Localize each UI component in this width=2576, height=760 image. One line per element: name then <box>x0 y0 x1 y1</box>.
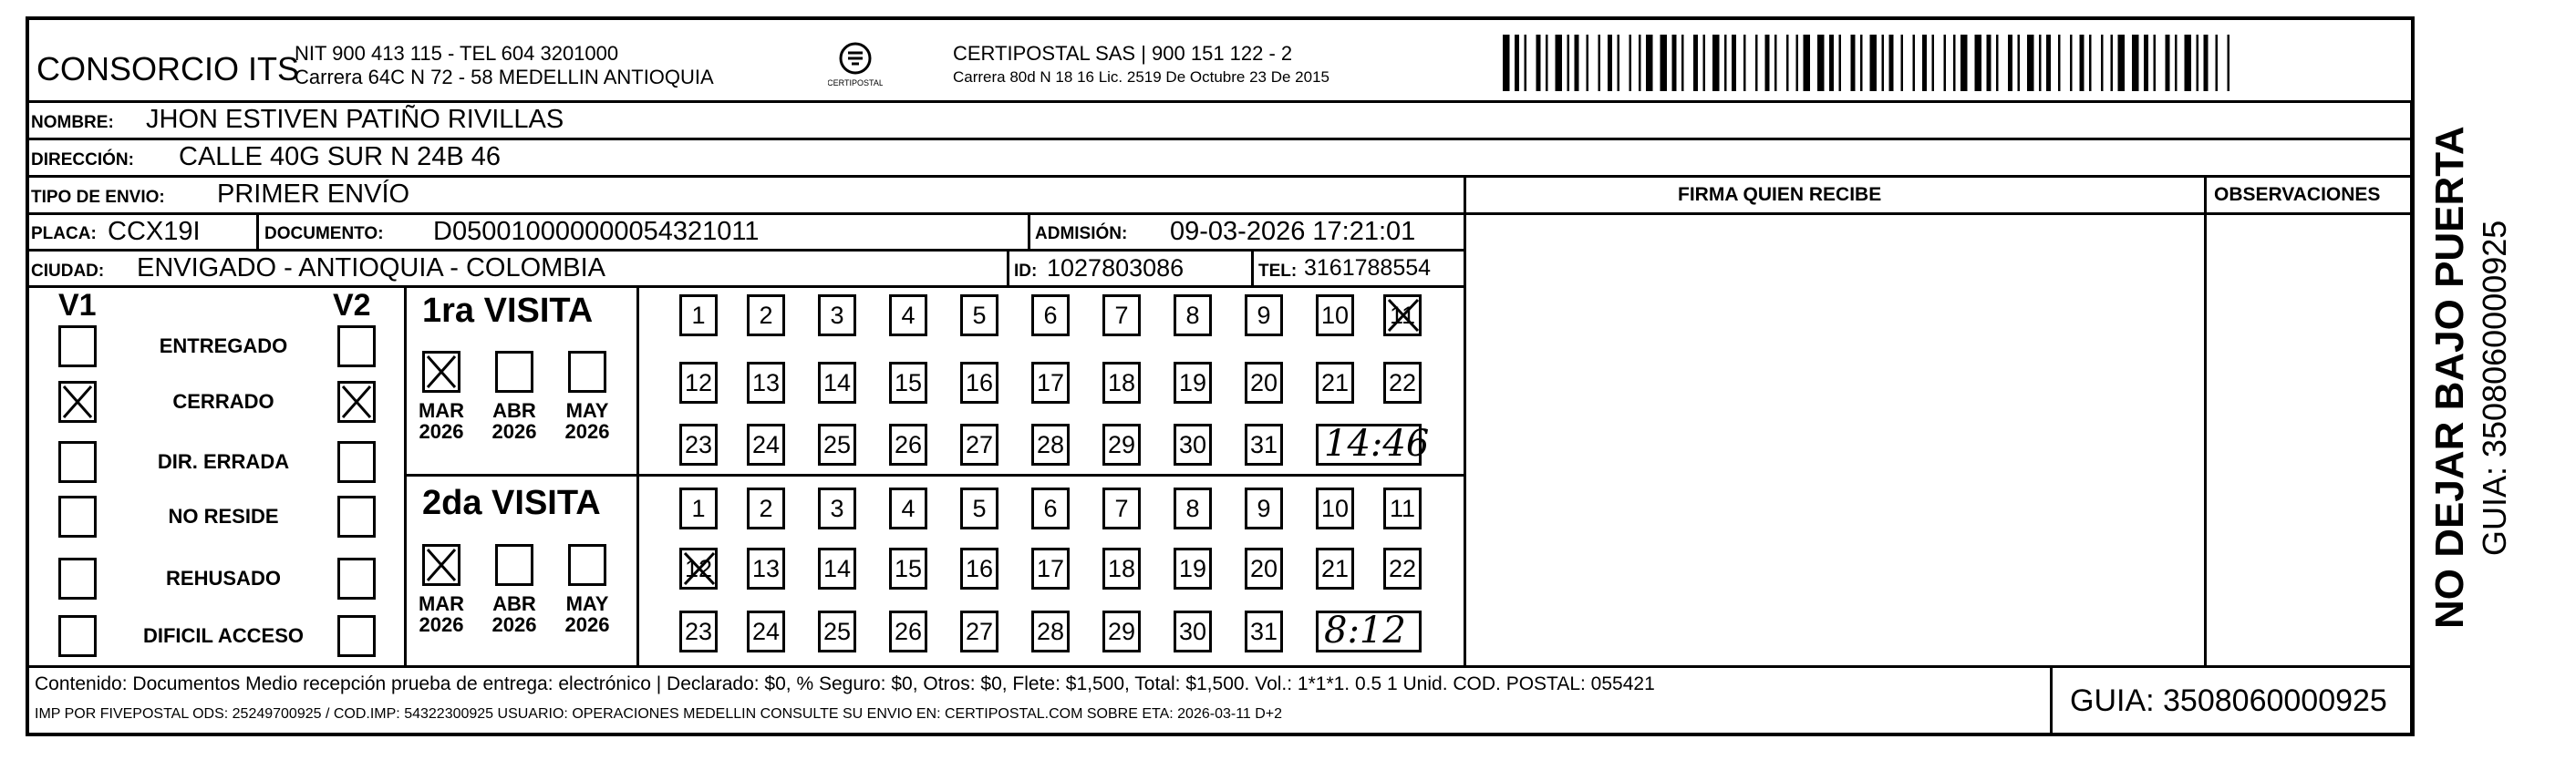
day-checkbox[interactable]: 4 <box>889 488 927 529</box>
day-checkbox[interactable]: 10 <box>1316 488 1354 529</box>
month-checkbox[interactable] <box>495 351 533 393</box>
status-label: REHUSADO <box>166 567 281 590</box>
v1-checkbox[interactable] <box>58 441 97 483</box>
day-checkbox[interactable]: 22 <box>1383 548 1422 590</box>
barcode-bar <box>2154 35 2157 91</box>
barcode-bar <box>2197 35 2199 91</box>
day-checkbox[interactable]: 23 <box>679 424 718 466</box>
barcode-bar <box>1618 35 1620 91</box>
side-warning: NO DEJAR BAJO PUERTA <box>2427 126 2472 629</box>
visit1-title: 1ra VISITA <box>422 292 594 330</box>
barcode-bar <box>1882 35 1885 91</box>
day-checkbox[interactable]: 7 <box>1102 294 1141 336</box>
barcode-bar <box>2070 35 2073 91</box>
day-checkbox[interactable]: 15 <box>889 362 927 404</box>
barcode-bar <box>2185 35 2192 91</box>
documento-value: D050010000000054321011 <box>433 217 760 246</box>
month-name: MAR <box>418 592 465 615</box>
barcode-bar <box>1796 35 1799 91</box>
day-checkbox[interactable]: 30 <box>1174 611 1212 652</box>
day-checkbox[interactable]: 5 <box>960 488 998 529</box>
v1-checkbox[interactable] <box>58 496 97 538</box>
barcode-bar <box>1732 35 1736 91</box>
barcode-bar <box>1693 35 1698 91</box>
month-check-mark <box>424 546 459 584</box>
day-checkbox[interactable]: 27 <box>960 611 998 652</box>
id-label: ID: <box>1014 262 1038 281</box>
placa-label: PLACA: <box>31 224 97 243</box>
v2-checkbox[interactable] <box>337 325 376 367</box>
barcode-bar <box>1587 35 1589 91</box>
barcode-bar <box>1536 35 1541 91</box>
barcode-bar <box>1755 35 1758 91</box>
barcode-bar <box>1515 35 1519 91</box>
barcode <box>1503 35 2232 91</box>
barcode-bar <box>1901 35 1904 91</box>
day-checkbox[interactable]: 8 <box>1174 294 1212 336</box>
v2-checkbox[interactable] <box>337 496 376 538</box>
barcode-bar <box>1608 35 1612 91</box>
ciudad-label: CIUDAD: <box>31 262 105 281</box>
day-checkbox[interactable]: 9 <box>1245 294 1283 336</box>
month-name: MAY <box>565 399 609 422</box>
barcode-bar <box>1870 35 1878 91</box>
observaciones-header: OBSERVACIONES <box>2214 184 2381 205</box>
v1-checkbox[interactable] <box>58 615 97 657</box>
day-checkbox[interactable]: 3 <box>818 488 856 529</box>
month-year: 2026 <box>564 613 610 637</box>
barcode-bar <box>1839 35 1842 91</box>
month-label <box>482 593 546 635</box>
v2-checkbox[interactable] <box>337 441 376 483</box>
barcode-bar <box>2018 35 2021 91</box>
status-label: ENTREGADO <box>159 334 288 357</box>
month-name: ABR <box>492 399 536 422</box>
day-checkbox[interactable]: 31 <box>1245 424 1283 466</box>
placa-value: CCX19I <box>108 217 201 246</box>
barcode-bar <box>1743 35 1746 91</box>
barcode-bar <box>2008 35 2012 91</box>
month-label <box>555 400 619 442</box>
month-name: ABR <box>492 592 536 615</box>
month-checkbox[interactable] <box>568 544 606 586</box>
barcode-bar <box>1724 35 1727 91</box>
nombre-label: NOMBRE: <box>31 113 114 132</box>
barcode-bar <box>1913 35 1916 91</box>
day-checkbox[interactable]: 20 <box>1245 548 1283 590</box>
certipostal-logo <box>828 40 883 91</box>
visit2-handwritten-time: 8:12 <box>1324 610 1406 652</box>
barcode-bar <box>1817 35 1825 91</box>
day-checkbox[interactable]: 24 <box>747 424 785 466</box>
day-checkbox[interactable]: 29 <box>1102 611 1141 652</box>
month-label <box>555 593 619 635</box>
barcode-bar <box>1786 35 1789 91</box>
barcode-bar <box>1960 35 1968 91</box>
v1-label: V1 <box>58 288 97 323</box>
firma-header: FIRMA QUIEN RECIBE <box>1678 184 1882 205</box>
logo-wordmark: CERTIPOSTAL <box>828 78 883 87</box>
day-checkbox[interactable]: 16 <box>960 548 998 590</box>
v2-checkbox[interactable] <box>337 615 376 657</box>
day-checkbox[interactable]: 4 <box>889 294 927 336</box>
day-checkbox[interactable]: 9 <box>1245 488 1283 529</box>
day-checkbox[interactable]: 18 <box>1102 548 1141 590</box>
day-checkbox[interactable]: 11 <box>1383 488 1422 529</box>
day-checkbox[interactable]: 21 <box>1316 362 1354 404</box>
day-checkbox[interactable]: 25 <box>818 611 856 652</box>
tel-label: TEL: <box>1258 262 1298 281</box>
month-label <box>482 400 546 442</box>
barcode-bar <box>1712 35 1720 91</box>
barcode-bar <box>1774 35 1777 91</box>
barcode-bar <box>1598 35 1601 91</box>
ciudad-value: ENVIGADO - ANTIOQUIA - COLOMBIA <box>137 253 606 282</box>
day-checkbox[interactable]: 28 <box>1031 424 1070 466</box>
day-checkbox[interactable]: 12 <box>679 362 718 404</box>
barcode-bar <box>1546 35 1548 91</box>
day-checkbox[interactable]: 21 <box>1316 548 1354 590</box>
documento-label: DOCUMENTO: <box>264 224 384 243</box>
id-value: 1027803086 <box>1047 254 1185 282</box>
status-label: DIR. ERRADA <box>157 450 290 473</box>
barcode-bar <box>1646 35 1653 91</box>
month-checkbox[interactable] <box>568 351 606 393</box>
status-label: DIFICIL ACCESO <box>142 624 304 647</box>
barcode-bar <box>1889 35 1894 91</box>
day-checkbox[interactable]: 7 <box>1102 488 1141 529</box>
barcode-bar <box>1922 35 1927 91</box>
day-checkbox[interactable]: 27 <box>960 424 998 466</box>
v2-check-mark <box>339 383 374 421</box>
day-checkbox[interactable]: 1 <box>679 294 718 336</box>
barcode-bar <box>2101 35 2104 91</box>
day-checkbox[interactable]: 16 <box>960 362 998 404</box>
tipo-envio-value: PRIMER ENVÍO <box>217 180 410 209</box>
day-checkbox[interactable]: 31 <box>1245 611 1283 652</box>
day-checkbox[interactable]: 17 <box>1031 548 1070 590</box>
barcode-bar <box>1944 35 1947 91</box>
month-checkbox[interactable] <box>495 544 533 586</box>
barcode-bar <box>1639 35 1641 91</box>
barcode-bar <box>1660 35 1668 91</box>
day-checkbox[interactable]: 25 <box>818 424 856 466</box>
barcode-bar <box>2089 35 2092 91</box>
day-check-mark <box>681 549 718 588</box>
visit2-title: 2da VISITA <box>422 484 601 522</box>
day-checkbox[interactable]: 13 <box>747 548 785 590</box>
status-label: NO RESIDE <box>168 505 279 528</box>
footer-contenido: Contenido: Documentos Medio recepción prueba de entrega: electrónico | Declarado: $0, % Seguro: $0, Otros: $0, Flete: $1,500, Total: $1,500. Vol.: 1*1*1. 0.5 1 Unid. COD. POSTAL: 055421 <box>35 673 1655 694</box>
admision-label: ADMISIÓN: <box>1035 224 1128 243</box>
company-name: CONSORCIO ITS <box>36 50 300 87</box>
visit1-handwritten-time: 14:46 <box>1324 423 1430 465</box>
month-check-mark <box>424 353 459 391</box>
day-checkbox[interactable]: 6 <box>1031 294 1070 336</box>
day-checkbox[interactable]: 2 <box>747 294 785 336</box>
barcode-bar <box>1953 35 1956 91</box>
nombre-value: JHON ESTIVEN PATIÑO RIVILLAS <box>146 105 564 134</box>
barcode-bar <box>2166 35 2170 91</box>
month-year: 2026 <box>419 613 464 637</box>
day-checkbox[interactable]: 19 <box>1174 548 1212 590</box>
day-checkbox[interactable]: 6 <box>1031 488 1070 529</box>
status-label: CERRADO <box>172 390 274 413</box>
day-checkbox[interactable]: 19 <box>1174 362 1212 404</box>
barcode-bar <box>1503 35 1510 91</box>
barcode-bar <box>1996 35 1999 91</box>
barcode-bar <box>2132 35 2139 91</box>
barcode-bar <box>1703 35 1706 91</box>
barcode-bar <box>2204 35 2209 91</box>
v1-checkbox[interactable] <box>58 325 97 367</box>
barcode-bar <box>1860 35 1863 91</box>
barcode-bar <box>1851 35 1856 91</box>
footer-imp: IMP POR FIVEPOSTAL ODS: 25249700925 / COD.IMP: 54322300925 USUARIO: OPERACIONES MEDELLIN CONSULTE SU ENVIO EN: CERTIPOSTAL.COM SOBRE ETA: 2026-03-11 D+2 <box>35 706 1283 722</box>
day-checkbox[interactable]: 17 <box>1031 362 1070 404</box>
barcode-bar <box>1932 35 1935 91</box>
month-name: MAR <box>418 399 465 422</box>
barcode-bar <box>1804 35 1811 91</box>
barcode-bar <box>1681 35 1684 91</box>
month-year: 2026 <box>419 420 464 444</box>
barcode-bar <box>2175 35 2178 91</box>
day-checkbox[interactable]: 22 <box>1383 362 1422 404</box>
v2-checkbox[interactable] <box>337 558 376 600</box>
tel-value: 3161788554 <box>1304 255 1432 281</box>
barcode-bar <box>1567 35 1570 91</box>
day-checkbox[interactable]: 10 <box>1316 294 1354 336</box>
day-checkbox[interactable]: 30 <box>1174 424 1212 466</box>
carrier-license: Carrera 80d N 18 16 Lic. 2519 De Octubre 23 De 2015 <box>953 68 1329 86</box>
day-checkbox[interactable]: 12 <box>679 548 718 590</box>
barcode-bar <box>1975 35 1982 91</box>
barcode-bar <box>2228 35 2230 91</box>
month-year: 2026 <box>491 420 537 444</box>
tipo-envio-label: TIPO DE ENVIO: <box>31 188 165 207</box>
month-label <box>409 593 473 635</box>
barcode-bar <box>2080 35 2085 91</box>
barcode-bar <box>2046 35 2051 91</box>
day-checkbox[interactable]: 13 <box>747 362 785 404</box>
barcode-bar <box>1575 35 1579 91</box>
admision-value: 09-03-2026 17:21:01 <box>1170 217 1416 246</box>
carrier-name: CERTIPOSTAL SAS | 900 151 122 - 2 <box>953 42 1293 65</box>
day-checkbox[interactable]: 26 <box>889 611 927 652</box>
day-checkbox[interactable]: 3 <box>818 294 856 336</box>
direccion-value: CALLE 40G SUR N 24B 46 <box>179 142 502 171</box>
month-year: 2026 <box>491 613 537 637</box>
side-guia: GUIA: 3508060000925 <box>2476 220 2513 556</box>
footer-guia: GUIA: 3508060000925 <box>2070 683 2387 718</box>
barcode-bar <box>2111 35 2114 91</box>
barcode-bar <box>2216 35 2219 91</box>
barcode-bar <box>1987 35 1991 91</box>
day-checkbox[interactable]: 28 <box>1031 611 1070 652</box>
v1-checkbox[interactable] <box>58 558 97 600</box>
day-checkbox[interactable]: 26 <box>889 424 927 466</box>
barcode-bar <box>2039 35 2042 91</box>
day-checkbox[interactable]: 24 <box>747 611 785 652</box>
month-label <box>409 400 473 442</box>
day-checkbox[interactable]: 2 <box>747 488 785 529</box>
barcode-bar <box>2118 35 2126 91</box>
day-checkbox[interactable]: 14 <box>818 548 856 590</box>
day-checkbox[interactable]: 11 <box>1383 294 1422 336</box>
month-name: MAY <box>565 592 609 615</box>
month-year: 2026 <box>564 420 610 444</box>
barcode-bar <box>1672 35 1677 91</box>
day-checkbox[interactable]: 1 <box>679 488 718 529</box>
company-nit: NIT 900 413 115 - TEL 604 3201000 <box>295 42 619 65</box>
barcode-bar <box>1629 35 1632 91</box>
day-checkbox[interactable]: 23 <box>679 611 718 652</box>
day-checkbox[interactable]: 8 <box>1174 488 1212 529</box>
company-address: Carrera 64C N 72 - 58 MEDELLIN ANTIOQUIA <box>295 66 714 88</box>
v1-check-mark <box>60 383 95 421</box>
day-checkbox[interactable]: 20 <box>1245 362 1283 404</box>
barcode-bar <box>2058 35 2061 91</box>
v2-label: V2 <box>333 288 371 323</box>
barcode-bar <box>1556 35 1563 91</box>
barcode-bar <box>1525 35 1527 91</box>
day-checkbox[interactable]: 14 <box>818 362 856 404</box>
direccion-label: DIRECCIÓN: <box>31 150 134 169</box>
barcode-bar <box>2027 35 2034 91</box>
day-checkbox[interactable]: 18 <box>1102 362 1141 404</box>
barcode-bar <box>1765 35 1770 91</box>
day-checkbox[interactable]: 5 <box>960 294 998 336</box>
day-checkbox[interactable]: 29 <box>1102 424 1141 466</box>
day-check-mark <box>1385 296 1422 334</box>
barcode-bar <box>1829 35 1834 91</box>
day-checkbox[interactable]: 15 <box>889 548 927 590</box>
barcode-bar <box>2144 35 2148 91</box>
